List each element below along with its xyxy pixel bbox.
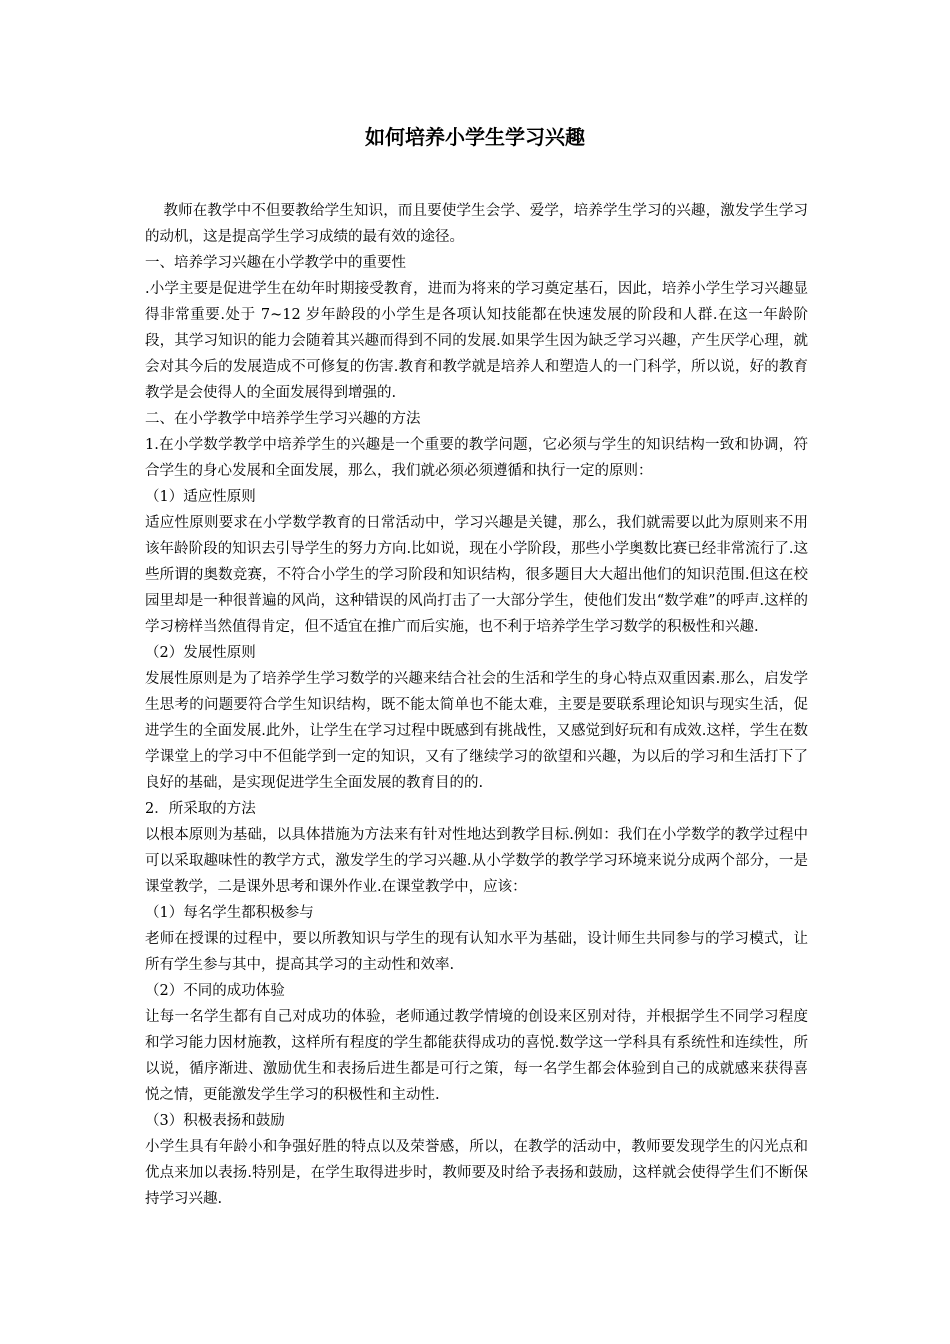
intro-paragraph: 教师在教学中不但要教给学生知识，而且要使学生会学、爱学，培养学生学习的兴趣，激发学生学习的动机，这是提高学生学习成绩的最有效的途径。 <box>145 203 808 245</box>
section-heading-2: 二、在小学教学中培养学生学习兴趣的方法 <box>145 411 421 427</box>
body-paragraph: 以根本原则为基础，以具体措施为方法来有针对性地达到教学目标.例如：我们在小学数学的教学过程中可以采取趣味性的教学方式，激发学生的学习兴趣.从小学数学的教学学习环境来说分成两个部分，一是课堂教学，二是课外思考和课外作业.在课堂教学中，应该： <box>145 827 808 895</box>
body-paragraph: 适应性原则要求在小学数学教育的日常活动中，学习兴趣是关键，那么，我们就需要以此为原则来不用该年龄阶段的知识去引导学生的努力方向.比如说，现在小学阶段，那些小学奥数比赛已经非常流行了.这些所谓的奥数竞赛，不符合小学生的学习阶段和知识结构，很多题目大大超出他们的知识范围.但这在校园里却是一种很普遍的风尚，这种错误的风尚打击了一大部分学生，使他们发出“数学难”的呼声.这样的学习榜样当然值得肯定，但不适宜在推广而后实施，也不利于培养学生学习数学的积极性和兴趣. <box>145 515 808 635</box>
subheading: 2．所采取的方法 <box>145 801 256 817</box>
section-heading-1: 一、培养学习兴趣在小学教学中的重要性 <box>145 255 406 271</box>
subheading: （3）积极表扬和鼓励 <box>145 1113 285 1129</box>
document-body <box>145 198 808 1212</box>
subheading: （2）不同的成功体验 <box>145 983 285 999</box>
body-paragraph: 小学生具有年龄小和争强好胜的特点以及荣誉感，所以，在教学的活动中，教师要发现学生的闪光点和优点来加以表扬.特别是，在学生取得进步时，教师要及时给予表扬和鼓励，这样就会使得学生们不断保持学习兴趣. <box>145 1139 808 1207</box>
subheading: （1）适应性原则 <box>145 489 256 505</box>
subheading: （1）每名学生都积极参与 <box>145 905 314 921</box>
document-title: 如何培养小学生学习兴趣 <box>365 125 585 149</box>
body-paragraph: 老师在授课的过程中，要以所教知识与学生的现有认知水平为基础，设计师生共同参与的学习模式，让所有学生参与其中，提高其学习的主动性和效率. <box>145 931 808 973</box>
body-paragraph: .小学主要是促进学生在幼年时期接受教育，进而为将来的学习奠定基石，因此，培养小学生学习兴趣显得非常重要.处于 7~12 岁年龄段的小学生是各项认知技能都在快速发展的阶段和人群.在这一年龄阶段，其学习知识的能力会随着其兴趣而得到不同的发展.如果学生因为缺乏学习兴趣，产生厌学心理，就会对其今后的发展造成不可修复的伤害.教育和教学就是培养人和塑造人的一门科学，所以说，好的教育教学是会使得人的全面发展得到增强的. <box>145 281 808 401</box>
body-paragraph: 让每一名学生都有自己对成功的体验，老师通过教学情境的创设来区别对待，并根据学生不同学习程度和学习能力因材施教，这样所有程度的学生都能获得成功的喜悦.数学这一学科具有系统性和连续性，所以说，循序渐进、激励优生和表扬后进生都是可行之策，每一名学生都会体验到自己的成就感来获得喜悦之情，更能激发学生学习的积极性和主动性. <box>145 1009 808 1103</box>
subheading: （2）发展性原则 <box>145 645 256 661</box>
body-paragraph: 发展性原则是为了培养学生学习数学的兴趣来结合社会的生活和学生的身心特点双重因素.那么，启发学生思考的问题要符合学生知识结构，既不能太简单也不能太难，主要是要联系理论知识与现实生活，促进学生的全面发展.此外，让学生在学习过程中既感到有挑战性，又感觉到好玩和有成效.这样，学生在数学课堂上的学习中不但能学到一定的知识，又有了继续学习的欲望和兴趣，为以后的学习和生活打下了良好的基础，是实现促进学生全面发展的教育目的的. <box>145 671 808 791</box>
body-paragraph: 1.在小学数学教学中培养学生的兴趣是一个重要的教学问题，它必须与学生的知识结构一致和协调，符合学生的身心发展和全面发展，那么，我们就必须必须遵循和执行一定的原则： <box>145 437 808 479</box>
